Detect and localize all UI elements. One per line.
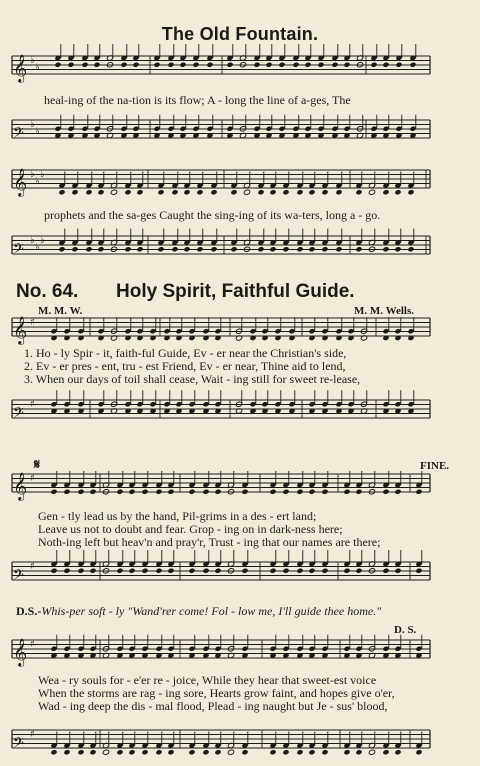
note-head (188, 568, 195, 574)
note-head (116, 489, 123, 495)
ds-lyric-line (16, 604, 381, 619)
note-head (370, 62, 377, 68)
note-head (257, 246, 264, 252)
note-head (382, 62, 389, 68)
note-head (355, 189, 362, 195)
note-head (304, 62, 311, 68)
fountain-lyrics-1: heal-ing of the na-tion is its flow; A - long the line of a-ges, The (44, 93, 351, 107)
music-glyph: ♯ (30, 317, 35, 329)
note-head (230, 246, 237, 252)
note-head (343, 749, 350, 755)
note-head (128, 568, 135, 574)
note-head (282, 568, 289, 574)
note-head (269, 489, 276, 495)
music-glyph: ♭ (30, 169, 35, 181)
music-glyph: ♭ (35, 175, 40, 187)
note-head (335, 246, 342, 252)
note-head (63, 568, 70, 574)
verse-c-line-3: Wad - ing deep the dis - mal flood, Plead - ing naught but Je - sus' blood, (38, 699, 388, 713)
note-head (63, 749, 70, 755)
note-head (124, 189, 131, 195)
music-glyph: ♭ (40, 235, 45, 247)
note-head (355, 246, 362, 252)
note-head (269, 246, 276, 252)
note-head (116, 568, 123, 574)
music-glyph: 𝄢 (13, 125, 24, 145)
note-head (269, 749, 276, 755)
music-glyph: ♯ (30, 399, 35, 411)
note-head (296, 568, 303, 574)
verse-c-line-1: Wea - ry souls for - e'er re - joice, While they hear that sweet-est voice (38, 673, 377, 687)
note-head (97, 189, 104, 195)
note-head (321, 749, 328, 755)
note-head (296, 189, 303, 195)
note-head (157, 189, 164, 195)
note-head (241, 568, 248, 574)
note-head (210, 246, 217, 252)
note-head (155, 568, 162, 574)
music-glyph: 𝄢 (13, 567, 24, 587)
note-head (128, 489, 135, 495)
note-head (278, 62, 285, 68)
note-head (282, 189, 289, 195)
music-glyph: ♭ (35, 125, 40, 137)
music-glyph: 𝄢 (13, 405, 24, 425)
note-head (71, 246, 78, 252)
note-head (308, 749, 315, 755)
note-head (296, 749, 303, 755)
note-head (257, 189, 264, 195)
note-head (77, 749, 84, 755)
note-head (321, 246, 328, 252)
music-glyph: 𝄞 (13, 54, 28, 82)
hymn-title: Holy Spirit, Faithful Guide. (116, 281, 355, 302)
note-head (382, 568, 389, 574)
note-head (382, 489, 389, 495)
note-head (155, 749, 162, 755)
note-head (63, 489, 70, 495)
music-glyph: ♭ (30, 119, 35, 131)
note-head (183, 246, 190, 252)
note-head (81, 62, 88, 68)
note-head (167, 568, 174, 574)
music-glyph: ♭ (40, 169, 45, 181)
note-head (202, 749, 209, 755)
music-glyph: 𝄢 (13, 241, 24, 261)
note-head (188, 489, 195, 495)
note-head (141, 749, 148, 755)
note-head (167, 62, 174, 68)
verse-a-line-3: 3. When our days of toil shall cease, Wait - ing still for sweet re-lease, (24, 372, 361, 386)
note-head (269, 189, 276, 195)
note-head (157, 246, 164, 252)
note-head (343, 62, 350, 68)
note-head (77, 489, 84, 495)
note-head (407, 189, 414, 195)
note-head (265, 62, 272, 68)
note-head (368, 749, 375, 755)
note-head (58, 246, 65, 252)
note-head (54, 62, 61, 68)
note-head (110, 189, 117, 195)
note-head (50, 749, 57, 755)
music-credit: M. M. Wells. (354, 305, 414, 317)
note-head (321, 568, 328, 574)
note-head (335, 189, 342, 195)
note-head (97, 246, 104, 252)
note-head (85, 246, 92, 252)
verse-b-line-2: Leave us not to doubt and fear. Grop - ing on in dark-ness here; (38, 522, 343, 536)
note-head (89, 749, 96, 755)
note-head (395, 62, 402, 68)
note-head (89, 489, 96, 495)
note-head (331, 62, 338, 68)
verse-b-line-3: Noth-ing left but heav'n and pray'r, Trust - ing that our names are there; (38, 535, 381, 549)
note-head (153, 62, 160, 68)
hymn-number: No. 64. (16, 281, 79, 302)
note-head (120, 62, 127, 68)
note-head (141, 489, 148, 495)
ds-text: Whis-per soft - ly "Wand'rer come! Fol - low me, I'll guide thee home." (41, 604, 382, 618)
music-glyph: 𝄞 (13, 638, 28, 666)
note-head (136, 189, 143, 195)
music-glyph: 𝄞 (13, 168, 28, 196)
music-glyph: ♯ (30, 729, 35, 741)
note-head (415, 568, 422, 574)
note-head (415, 489, 422, 495)
note-head (317, 62, 324, 68)
verse-c-line-2: When the storms are rag - ing sore, Hearts grow faint, and hopes give o'er, (38, 686, 395, 700)
note-head (171, 246, 178, 252)
music-glyph: ♯ (30, 561, 35, 573)
note-head (171, 189, 178, 195)
note-head (196, 246, 203, 252)
verse-b-line-1: Gen - tly lead us by the hand, Pil-grims in a des - ert land; (38, 509, 317, 523)
note-head (124, 246, 131, 252)
note-head (382, 189, 389, 195)
note-head (368, 189, 375, 195)
music-glyph: 𝄢 (13, 735, 24, 755)
note-head (196, 189, 203, 195)
segno-mark: 𝄋 (34, 458, 41, 473)
note-head (179, 62, 186, 68)
music-glyph: ♭ (30, 55, 35, 67)
note-head (355, 489, 362, 495)
music-glyph: ♭ (35, 241, 40, 253)
note-head (50, 568, 57, 574)
note-head (67, 62, 74, 68)
note-head (214, 568, 221, 574)
fountain-title: The Old Fountain. (161, 24, 319, 44)
note-head (343, 568, 350, 574)
note-head (282, 749, 289, 755)
note-head (230, 189, 237, 195)
note-head (77, 568, 84, 574)
note-head (227, 749, 234, 755)
fountain-lyrics-2: prophets and the sa-ges Caught the sing-ing of its wa-ters, long a - go. (44, 208, 381, 222)
note-head (243, 189, 250, 195)
note-head (241, 749, 248, 755)
note-head (136, 246, 143, 252)
note-head (282, 246, 289, 252)
note-head (394, 568, 401, 574)
note-head (102, 749, 109, 755)
note-head (308, 246, 315, 252)
note-head (85, 189, 92, 195)
note-head (296, 246, 303, 252)
note-head (89, 568, 96, 574)
note-head (50, 489, 57, 495)
verse-a-line-1: 1. Ho - ly Spir - it, faith-ful Guide, Ev - er near the Christian's side, (24, 346, 347, 360)
note-head (415, 749, 422, 755)
ds-label: D.S.- (16, 604, 42, 618)
note-head (382, 246, 389, 252)
note-head (155, 489, 162, 495)
note-head (308, 489, 315, 495)
note-head (394, 749, 401, 755)
note-head (210, 189, 217, 195)
note-head (141, 568, 148, 574)
note-head (253, 62, 260, 68)
note-head (321, 489, 328, 495)
note-head (214, 489, 221, 495)
note-head (192, 62, 199, 68)
note-head (355, 568, 362, 574)
note-head (308, 189, 315, 195)
note-head (214, 749, 221, 755)
note-head (394, 246, 401, 252)
music-glyph: ♭ (30, 235, 35, 247)
music-glyph: 𝄞 (13, 472, 28, 500)
note-head (206, 62, 213, 68)
note-head (292, 62, 299, 68)
music-glyph: ♯ (30, 639, 35, 651)
words-credit: M. M. W. (38, 305, 83, 317)
note-head (167, 489, 174, 495)
note-head (183, 189, 190, 195)
note-head (202, 489, 209, 495)
music-glyph: ♭ (35, 61, 40, 73)
note-head (188, 749, 195, 755)
music-glyph: ♯ (30, 473, 35, 485)
note-head (167, 749, 174, 755)
note-head (116, 749, 123, 755)
fine-mark: FINE. (420, 460, 450, 472)
note-head (269, 568, 276, 574)
note-head (241, 489, 248, 495)
note-head (409, 62, 416, 68)
note-head (407, 246, 414, 252)
note-head (132, 62, 139, 68)
note-head (226, 62, 233, 68)
note-head (282, 489, 289, 495)
note-head (128, 749, 135, 755)
verse-a-line-2: 2. Ev - er pres - ent, tru - est Friend, Ev - er near, Thine aid to lend, (24, 359, 346, 373)
note-head (343, 489, 350, 495)
note-head (93, 62, 100, 68)
note-head (394, 189, 401, 195)
note-head (321, 189, 328, 195)
note-head (308, 568, 315, 574)
note-head (296, 489, 303, 495)
note-head (58, 189, 65, 195)
note-head (394, 489, 401, 495)
ds-mark: D. S. (394, 624, 417, 636)
music-glyph: 𝄞 (13, 316, 28, 344)
note-head (355, 749, 362, 755)
note-head (382, 749, 389, 755)
note-head (202, 568, 209, 574)
note-head (71, 189, 78, 195)
